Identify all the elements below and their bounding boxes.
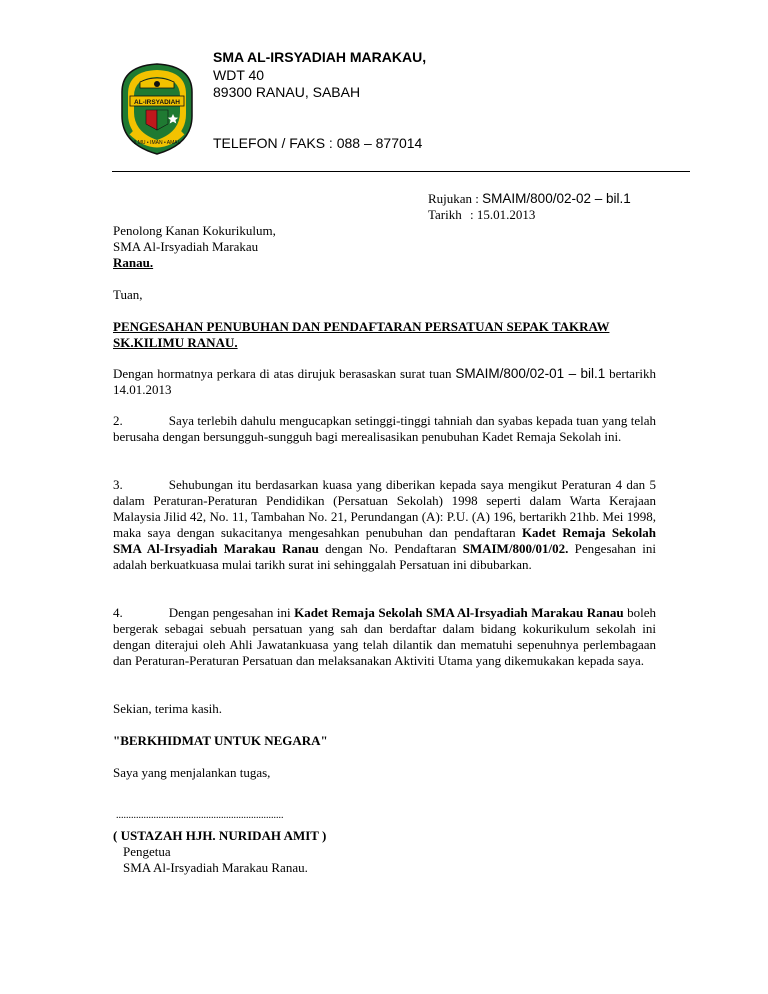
para3-number: 3. — [113, 477, 123, 492]
para1-text: Dengan hormatnya perkara di atas dirujuk berasaskan surat tuan — [113, 366, 452, 381]
recipient-line-2: SMA Al-Irsyadiah Marakau — [113, 239, 259, 254]
para3-registration-no: SMAIM/800/01/02. — [462, 541, 569, 556]
reference-tarikh — [428, 207, 535, 223]
letterhead-divider — [112, 171, 690, 172]
subject-line-2: SK.KILIMU RANAU. — [113, 335, 238, 350]
para4-text-a: Dengan pengesahan ini — [168, 605, 291, 620]
para3-text-c: Pengesahan ini adalah berkuatkuasa mulai tarikh surat ini sehinggalah Persatuan ini dibubarkan. — [113, 541, 657, 572]
svg-text:AL-IRSYADIAH: AL-IRSYADIAH — [134, 99, 180, 106]
address-line-2: 89300 RANAU, SABAH — [213, 84, 361, 100]
school-logo — [116, 58, 198, 158]
para2-number: 2. — [113, 413, 123, 428]
para4-association-name: Kadet Remaja Sekolah SMA Al-Irsyadiah Marakau Ranau — [294, 605, 624, 620]
school-name: SMA AL-IRSYADIAH MARAKAU, — [213, 49, 427, 65]
tarikh-value: : 15.01.2013 — [470, 207, 536, 222]
slogan: "BERKHIDMAT UNTUK NEGARA" — [113, 733, 328, 748]
paragraph-1 — [113, 366, 656, 398]
signature-dots: ................................................................... — [116, 810, 284, 821]
signatory-name: ( USTAZAH HJH. NURIDAH AMIT ) — [113, 828, 327, 843]
signatory-title: Pengetua — [123, 844, 171, 859]
svg-text:ILMU • IMAN • AMAL: ILMU • IMAN • AMAL — [133, 140, 181, 146]
para1-date: bertarikh 14.01.2013 — [113, 366, 657, 397]
tarikh-label: Tarikh — [428, 207, 462, 222]
reference-rujukan — [428, 191, 631, 207]
address-line-1: WDT 40 — [213, 67, 265, 83]
para4-text-b: boleh bergerak sebagai sebuah persatuan yang sah dan berdaftar dalam bidang kokurikulum sekolah ini dengan diterajui oleh Ahli Jawatankuasa yang telah dilantik dan mematuhi sepenuhnya perlembagaan dan Peraturan-Peraturan Persatuan dan melaksanakan Aktiviti Utama yang dikemukakan kepada saya. — [113, 605, 657, 668]
para2-text: Saya terlebih dahulu mengucapkan setinggi-tinggi tahniah dan syabas kepada tuan yang telah berusaha dengan bersungguh-sungguh bagi merealisasikan penubuhan Kadet Remaja Sekolah ini. — [113, 413, 656, 444]
recipient-line-1: Penolong Kanan Kokurikulum, — [113, 223, 276, 238]
signatory-school: SMA Al-Irsyadiah Marakau Ranau. — [123, 860, 308, 875]
salutation: Tuan, — [113, 287, 143, 302]
paragraph-2 — [113, 413, 656, 445]
phone-fax: TELEFON / FAKS : 088 – 877014 — [213, 135, 423, 151]
para4-number: 4. — [113, 605, 123, 620]
paragraph-3 — [113, 477, 656, 573]
para3-text-b: dengan No. Pendaftaran — [325, 541, 457, 556]
subject-line-1: PENGESAHAN PENUBUHAN DAN PENDAFTARAN PERSATUAN SEPAK TAKRAW — [113, 319, 610, 334]
closing: Sekian, terima kasih. — [113, 701, 223, 716]
para3-association-name: Kadet Remaja Sekolah SMA Al-Irsyadiah Marakau Ranau — [113, 525, 656, 556]
rujukan-label: Rujukan : — [428, 191, 479, 206]
duty-line: Saya yang menjalankan tugas, — [113, 765, 271, 780]
recipient-line-3: Ranau. — [113, 255, 154, 270]
para3-text-a: Sehubungan itu berdasarkan kuasa yang diberikan kepada saya mengikut Peraturan 4 dan 5 dalam Peraturan-Peraturan Pendidikan (Persatuan Sekolah) 1998 seperti dalam Warta Kerajaan Malaysia Jilid 42, No. 11, Tambahan No. 21, Perundangan (A): P.U. (A) 196, bertarikh 21hb. Mei 1998, maka saya dengan sukacitanya mengesahkan penubuhan dan pendaftaran — [113, 477, 656, 540]
rujukan-value: SMAIM/800/02-02 – bil.1 — [482, 191, 631, 206]
para1-reference: SMAIM/800/02-01 – bil.1 — [455, 366, 606, 381]
paragraph-4 — [113, 605, 656, 669]
